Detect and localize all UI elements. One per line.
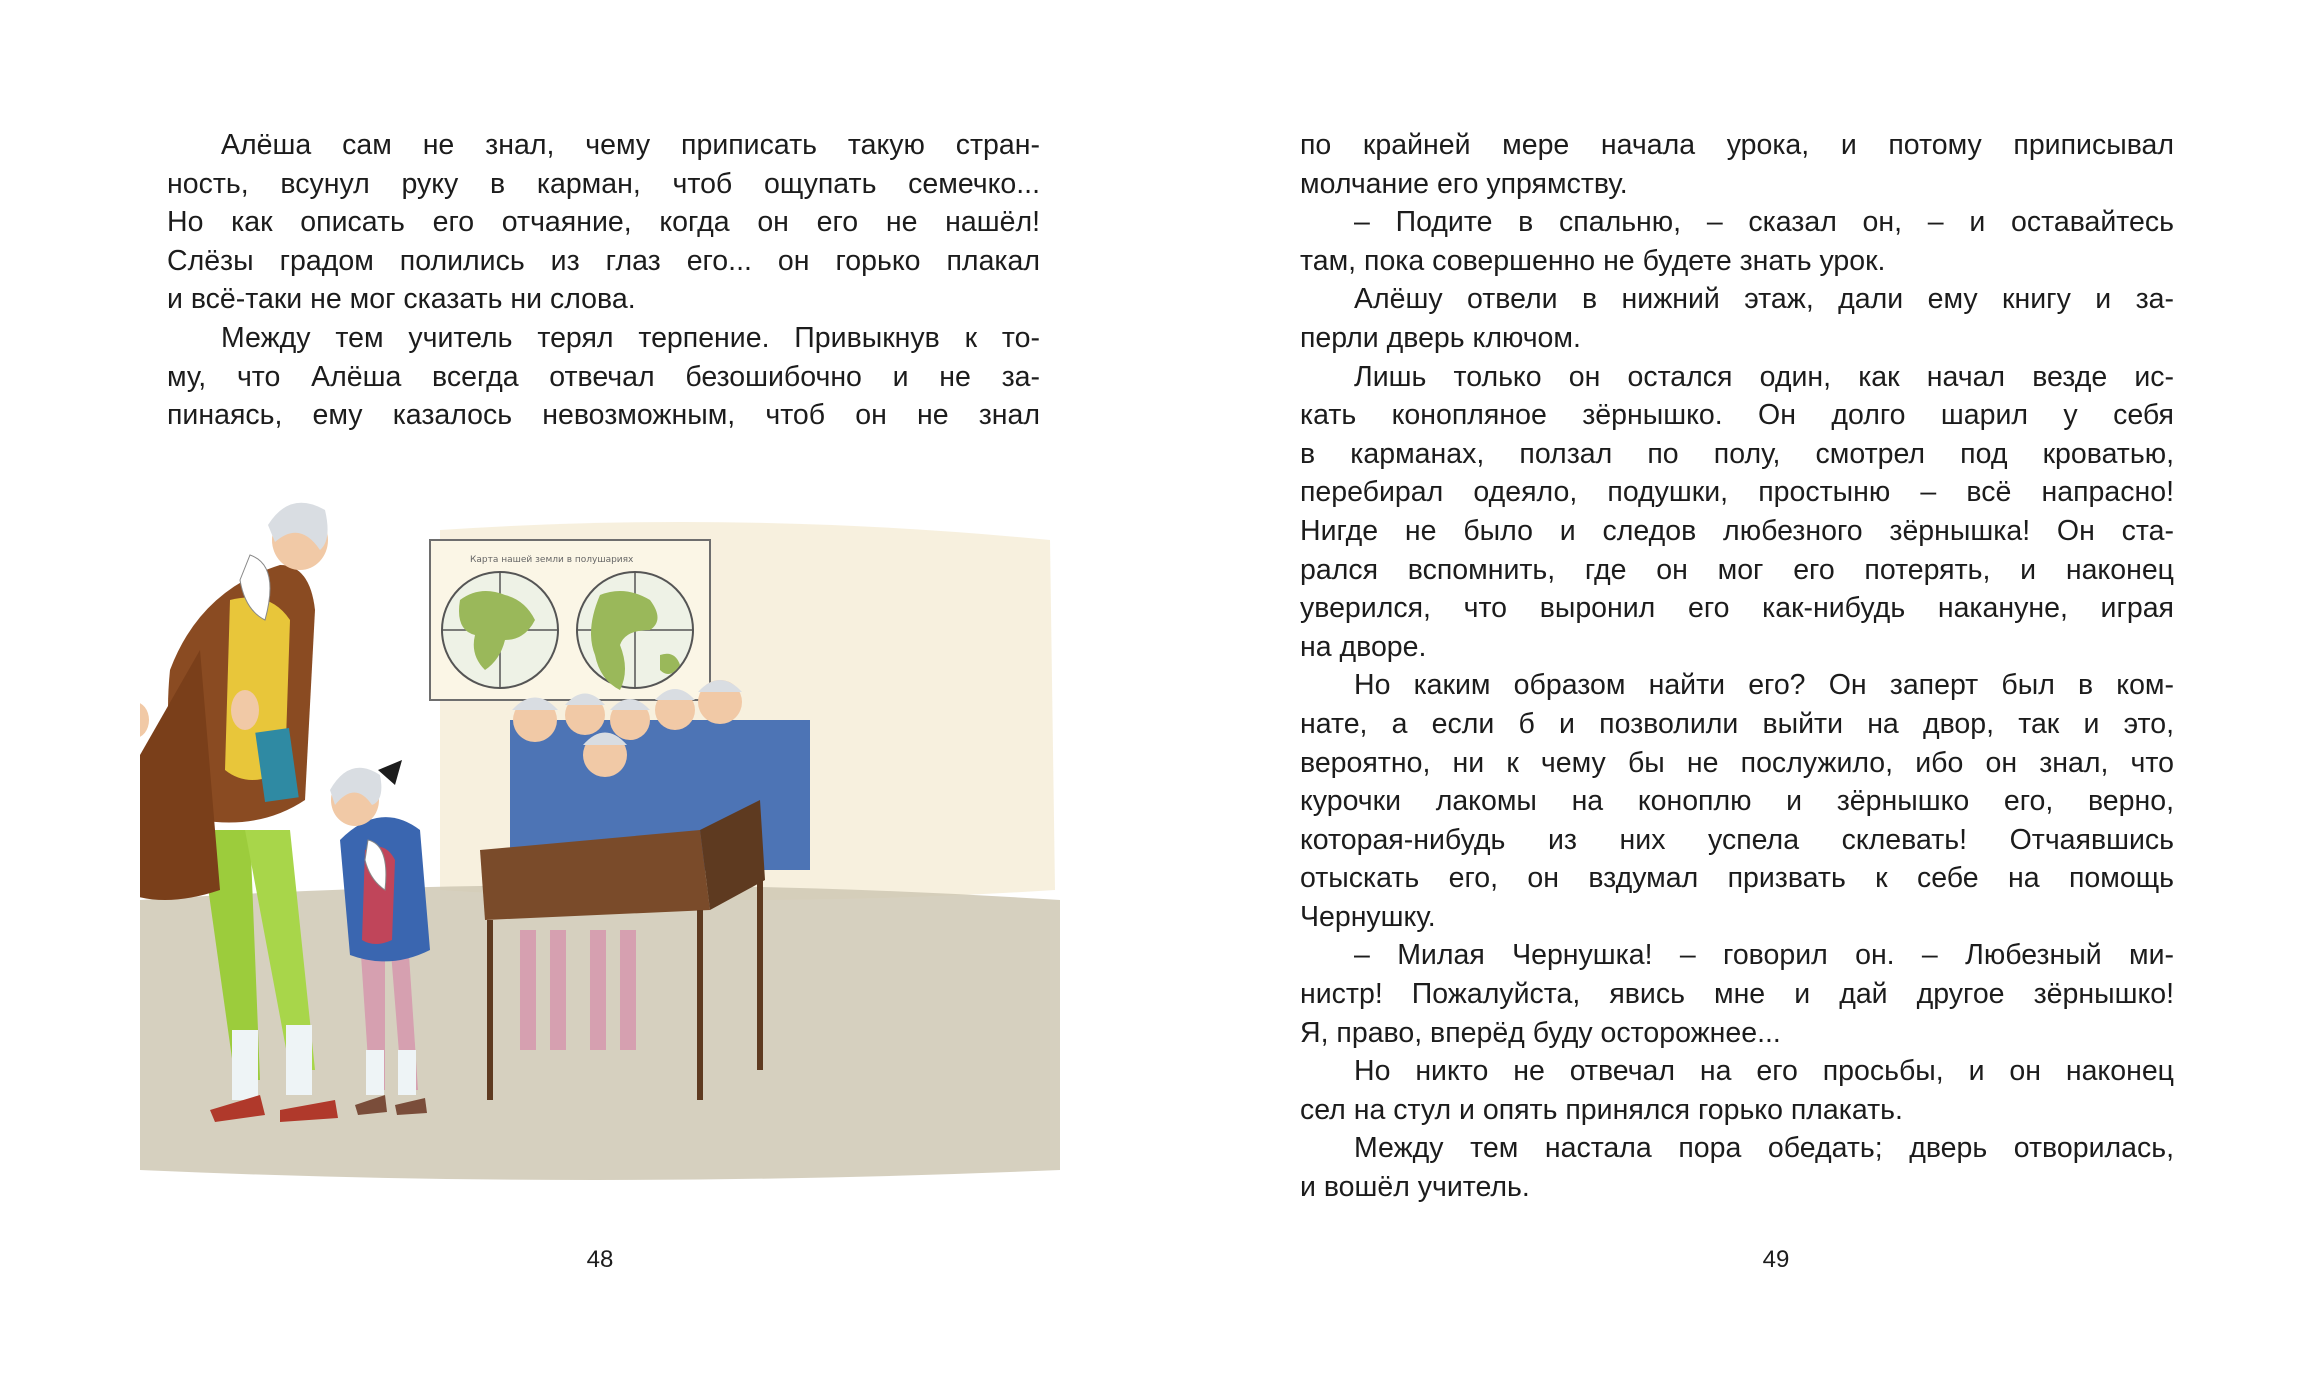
- text-line: и вошёл учитель.: [1300, 1171, 1530, 1204]
- text-line: уверился, что выронил его как-нибудь накануне, играя: [1300, 592, 2174, 625]
- text-line: и всё-таки не мог сказать ни слова.: [167, 283, 636, 316]
- text-line: которая-нибудь из них успела склевать! Отчаявшись: [1300, 823, 2174, 856]
- text-line: рался вспомнить, где он мог его потерять, и наконец: [1300, 553, 2174, 586]
- text-line: по крайней мере начала урока, и потому приписывал: [1300, 129, 2174, 161]
- text-line: – Милая Чернушка! – говорил он. – Любезный ми-: [1354, 939, 2174, 972]
- page-number: 49: [1762, 1246, 1790, 1273]
- world-map: [430, 540, 710, 700]
- text-line: – Подите в спальню, – сказал он, – и оставайтесь: [1354, 206, 2174, 239]
- page-number: 48: [586, 1246, 614, 1273]
- text-line: перли дверь ключом.: [1300, 321, 1581, 354]
- text-line: Алёшу отвели в нижний этаж, дали ему книгу и за-: [1354, 283, 2174, 316]
- text-line: перебирал одеяло, подушки, простыню – всё напрасно!: [1300, 476, 2174, 509]
- text-line: Слёзы градом полились из глаз его... он горько плакал: [167, 244, 1040, 277]
- text-line: в карманах, ползал по полу, смотрел под кроватью,: [1300, 437, 2174, 470]
- text-line: Между тем настала пора обедать; дверь отворилась,: [1354, 1132, 2174, 1165]
- left-page: [0, 0, 1157, 1388]
- text-line: Но каким образом найти его? Он заперт был в ком-: [1354, 669, 2174, 702]
- text-line: Между тем учитель терял терпение. Привыкнув к то-: [221, 321, 1040, 354]
- text-line: му, что Алёша всегда отвечал безошибочно и не за-: [167, 360, 1040, 393]
- text-line: Но как описать его отчаяние, когда он его не нашёл!: [167, 206, 1040, 239]
- text-line: Я, право, вперёд буду осторожнее...: [1300, 1016, 1781, 1049]
- right-page-text: [1300, 126, 2174, 1207]
- text-line: молчание его упрямству.: [1300, 167, 1628, 200]
- text-line: Алёша сам не знал, чему приписать такую стран-: [221, 129, 1040, 161]
- text-line: курочки лакомы на коноплю и зёрнышко его, верно,: [1300, 785, 2174, 818]
- map-title: Карта нашей земли в полушариях: [470, 555, 634, 565]
- text-line: на дворе.: [1300, 630, 1427, 663]
- text-line: кать конопляное зёрнышко. Он долго шарил у себя: [1300, 399, 2174, 432]
- text-line: Чернушку.: [1300, 900, 1436, 933]
- text-line: отыскать его, он вздумал призвать к себе на помощь: [1300, 862, 2174, 895]
- classroom-illustration: [140, 470, 1060, 1190]
- text-line: пинаясь, ему казалось невозможным, чтоб он не знал: [167, 399, 1040, 432]
- text-line: нистр! Пожалуйста, явись мне и дай другое зёрнышко!: [1300, 978, 2174, 1011]
- text-line: Лишь только он остался один, как начал везде ис-: [1354, 360, 2174, 393]
- left-page-text: [167, 126, 1040, 435]
- right-page: [1157, 0, 2315, 1388]
- text-line: нате, а если б и позволили выйти на двор, так и это,: [1300, 707, 2174, 740]
- text-line: сел на стул и опять принялся горько плакать.: [1300, 1093, 1903, 1126]
- text-line: ность, всунул руку в карман, чтоб ощупать семечко...: [167, 167, 1040, 200]
- text-line: вероятно, ни к чему бы не послужило, ибо он знал, что: [1300, 746, 2174, 779]
- text-line: там, пока совершенно не будете знать урок.: [1300, 244, 1886, 277]
- text-line: Но никто не отвечал на его просьбы, и он наконец: [1354, 1055, 2174, 1088]
- text-line: Нигде не было и следов любезного зёрнышка! Он ста-: [1300, 514, 2174, 547]
